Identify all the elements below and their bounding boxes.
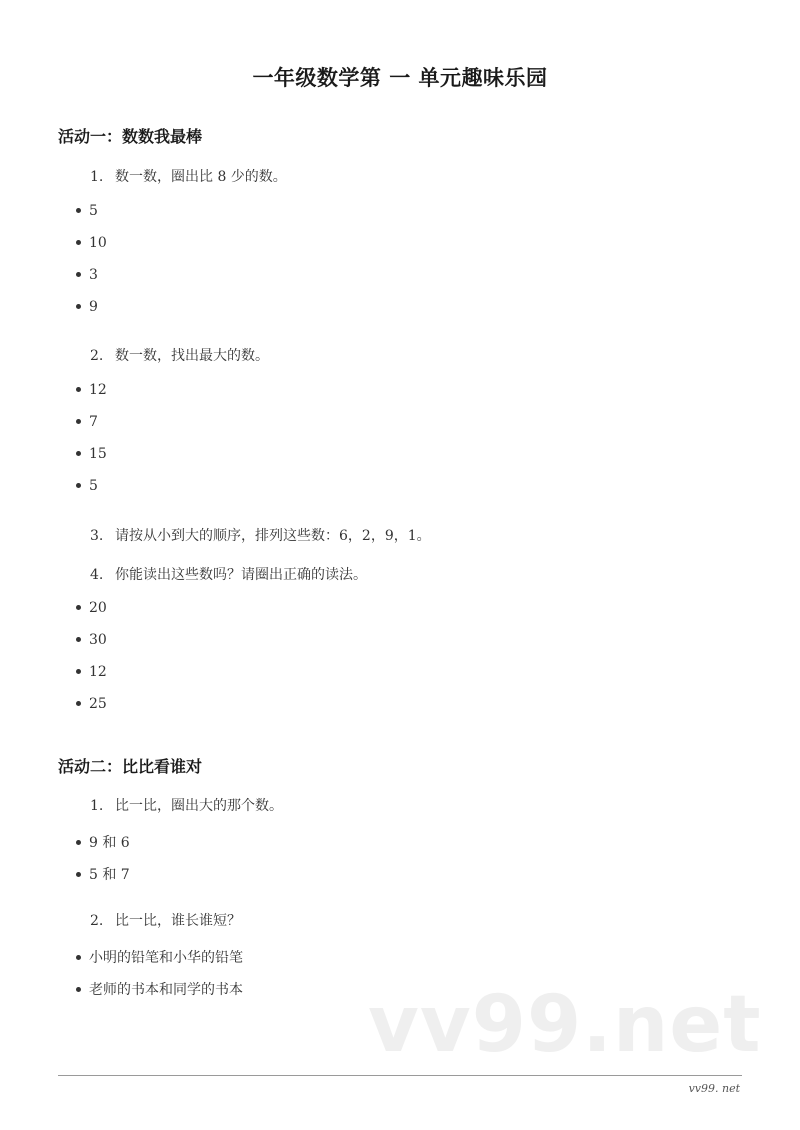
list-item: 20 <box>76 600 107 616</box>
section-heading-1: 活动一：数数我最棒 <box>58 127 203 146</box>
question-1-4 <box>90 564 367 584</box>
bullet-icon <box>76 955 81 960</box>
bullet-icon <box>76 208 81 213</box>
list-item: 老师的书本和同学的书本 <box>76 979 243 999</box>
bullet-icon <box>76 240 81 245</box>
bullet-icon <box>76 483 81 488</box>
bullet-icon <box>76 272 81 277</box>
question-2-2 <box>90 910 241 930</box>
question-number: 3. <box>90 528 104 544</box>
footer-divider <box>58 1075 742 1076</box>
section-heading-2: 活动二：比比看谁对 <box>58 757 203 776</box>
list-item: 25 <box>76 696 107 712</box>
question-2-1 <box>90 795 283 815</box>
bullet-icon <box>76 987 81 992</box>
bullet-icon <box>76 669 81 674</box>
footer-site-label: vv99. net <box>688 1082 740 1095</box>
list-item: 7 <box>76 414 98 430</box>
question-text: 数一数，圈出比 8 少的数。 <box>115 169 287 185</box>
question-number: 2. <box>90 913 104 929</box>
question-1-1 <box>90 166 287 186</box>
bullet-icon <box>76 451 81 456</box>
bullet-icon <box>76 872 81 877</box>
bullet-icon <box>76 840 81 845</box>
watermark: vv99.net <box>368 980 762 1070</box>
bullet-icon <box>76 387 81 392</box>
question-1-2 <box>90 345 269 365</box>
list-item: 5 <box>76 478 98 494</box>
list-item: 小明的铅笔和小华的铅笔 <box>76 947 243 967</box>
list-item: 30 <box>76 632 107 648</box>
list-item: 10 <box>76 235 107 251</box>
list-item: 5 <box>76 203 98 219</box>
list-item: 5 和 7 <box>76 864 130 884</box>
question-1-3 <box>90 525 431 545</box>
question-text: 数一数，找出最大的数。 <box>115 348 269 364</box>
bullet-icon <box>76 419 81 424</box>
question-text: 比一比，谁长谁短？ <box>115 913 241 929</box>
list-item: 3 <box>76 267 98 283</box>
list-item: 12 <box>76 664 107 680</box>
bullet-icon <box>76 304 81 309</box>
question-number: 2. <box>90 348 104 364</box>
question-text: 请按从小到大的顺序，排列这些数：6，2，9，1。 <box>115 528 431 544</box>
bullet-icon <box>76 605 81 610</box>
list-item: 15 <box>76 446 107 462</box>
question-text: 你能读出这些数吗？请圈出正确的读法。 <box>115 567 367 583</box>
bullet-icon <box>76 637 81 642</box>
question-text: 比一比，圈出大的那个数。 <box>115 798 283 814</box>
question-number: 1. <box>90 169 104 185</box>
question-number: 4. <box>90 567 104 583</box>
bullet-icon <box>76 701 81 706</box>
page-title: 一年级数学第 一 单元趣味乐园 <box>252 66 548 90</box>
list-item: 9 <box>76 299 98 315</box>
question-number: 1. <box>90 798 104 814</box>
list-item: 9 和 6 <box>76 832 130 852</box>
list-item: 12 <box>76 382 107 398</box>
